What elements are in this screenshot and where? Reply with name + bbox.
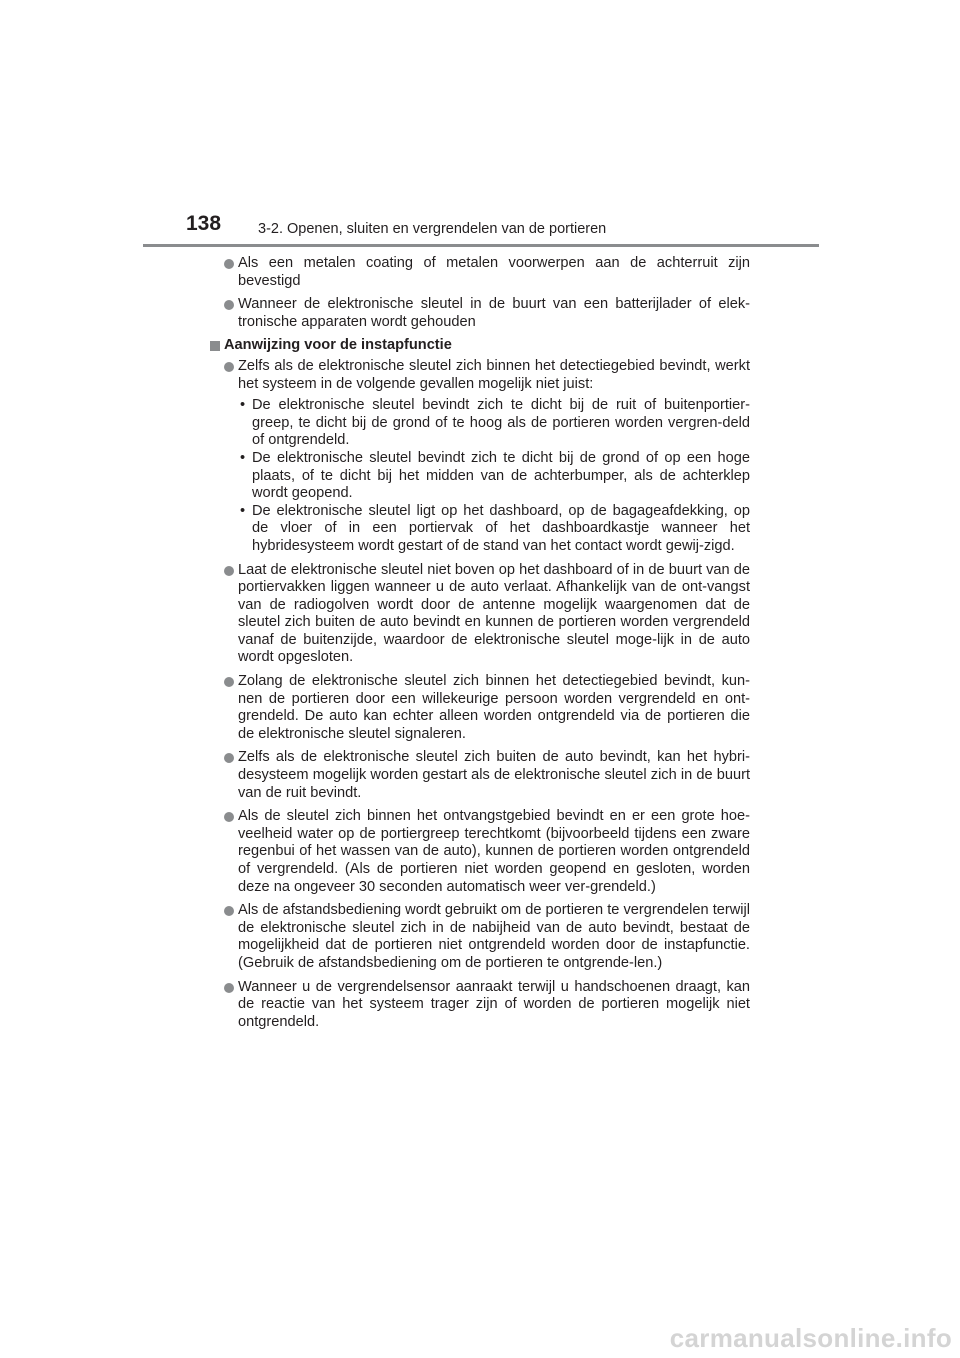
list-item-text: Zelfs als de elektronische sleutel zich buiten de auto bevindt, kan het hybri-desysteem mogelijk worden gestart als de elektronische sleutel zich in de buurt van de ruit bevindt. <box>238 749 750 801</box>
chapter-title: 3-2. Openen, sluiten en vergrendelen van de portieren <box>258 221 607 237</box>
page-number: 138 <box>186 212 222 235</box>
list-item-text: Als een metalen coating of metalen voorwerpen aan de achterruit zijn bevestigd <box>238 255 750 289</box>
list-item <box>210 808 750 896</box>
list-item <box>210 255 750 290</box>
sub-list-item <box>210 397 750 450</box>
bullet-dot-icon <box>224 906 234 916</box>
bullet-dot-icon <box>224 566 234 576</box>
bullet-dot-icon <box>224 362 234 372</box>
list-item-text: Wanneer de elektronische sleutel in de buurt van een batterijlader of elek-tronische apparaten wordt gehouden <box>238 296 750 330</box>
sub-list-item-text: De elektronische sleutel bevindt zich te dicht bij de grond of op een hoge plaats, of te dicht bij het midden van de achterbumper, als de achterklep wordt geopend. <box>252 449 750 502</box>
watermark: carmanualsonline.info <box>669 1323 952 1353</box>
list-item <box>210 979 750 1032</box>
list-item <box>210 296 750 331</box>
bullet-dot-icon <box>224 677 234 687</box>
list-item <box>210 673 750 743</box>
list-item-text: Als de sleutel zich binnen het ontvangstgebied bevindt en er een grote hoe-veelheid water op de portiergreep terechtkomt (bijvoorbeeld tijdens een zware regenbui of het wassen van de auto), kunnen de portieren worden ontgrendeld of vergrendeld. (Als de portieren niet worden geopend en gesloten, worden deze na ongeveer 30 seconden automatisch weer ver-grendeld.) <box>238 808 750 895</box>
list-item-text: Als de afstandsbediening wordt gebruikt om de portieren te vergrendelen terwijl de elektronische sleutel zich in de nabijheid van de auto bevindt, bestaat de mogelijkheid dat de portieren niet ontgrendeld worden door de instapfunctie. (Gebruik de afstandsbediening om de portieren te ontgrende-len.) <box>238 902 750 971</box>
sub-list-item-text: De elektronische sleutel bevindt zich te dicht bij de ruit of buitenportier-greep, te dicht bij de grond of te hoog als de portieren worden vergren-deld of ontgrendeld. <box>252 397 750 449</box>
header-divider <box>143 244 819 247</box>
sub-list <box>238 397 750 555</box>
section-heading <box>210 337 750 355</box>
list-item <box>210 562 750 668</box>
list-item-text: Laat de elektronische sleutel niet boven op het dashboard of in de buurt van de portiervakken liggen wanneer u de auto verlaat. Afhankelijk van de ont-vangst van de radiogolven wordt door de antenne mogelijk waargenomen dat de sleutel zich buiten de auto bevindt en kunnen de portieren worden vergrendeld vanaf de buitenzijde, waardoor de elektronische sleutel moge-lijk in de auto wordt opgesloten. <box>238 561 750 666</box>
sub-bullet-icon: • <box>240 502 246 519</box>
sub-list-item <box>210 503 750 556</box>
list-item <box>210 358 750 556</box>
sub-bullet-icon: • <box>240 449 246 466</box>
section-square-icon <box>210 341 220 351</box>
list-item <box>210 749 750 802</box>
bullet-dot-icon <box>224 812 234 822</box>
bullet-dot-icon <box>224 300 234 310</box>
sub-list-item-text: De elektronische sleutel ligt op het dashboard, op de bagageafdekking, op de vloer of in een portiervak of het dashboardkastje wanneer het hybridesysteem wordt gestart of de stand van het contact wordt gewij-zigd. <box>252 502 750 554</box>
page-content <box>210 255 750 1037</box>
list-item-text: Zelfs als de elektronische sleutel zich binnen het detectiegebied bevindt, werkt het systeem in de volgende gevallen mogelijk niet juist: <box>238 357 750 392</box>
bullet-dot-icon <box>224 259 234 269</box>
sub-list-item <box>210 450 750 503</box>
bullet-dot-icon <box>224 753 234 763</box>
sub-bullet-icon: • <box>240 397 246 414</box>
section-title: Aanwijzing voor de instapfunctie <box>224 337 452 354</box>
list-item <box>210 902 750 972</box>
bullet-dot-icon <box>224 983 234 993</box>
list-item-text: Wanneer u de vergrendelsensor aanraakt terwijl u handschoenen draagt, kan de reactie van het systeem trager zijn of worden de portieren mogelijk niet ontgrendeld. <box>238 978 750 1030</box>
list-item-text: Zolang de elektronische sleutel zich binnen het detectiegebied bevindt, kun-nen de portieren door een willekeurige persoon worden vergrendeld en ont-grendeld. De auto kan echter alleen worden ontgrendeld via de portieren die de elektronische sleutel signaleren. <box>238 673 750 742</box>
